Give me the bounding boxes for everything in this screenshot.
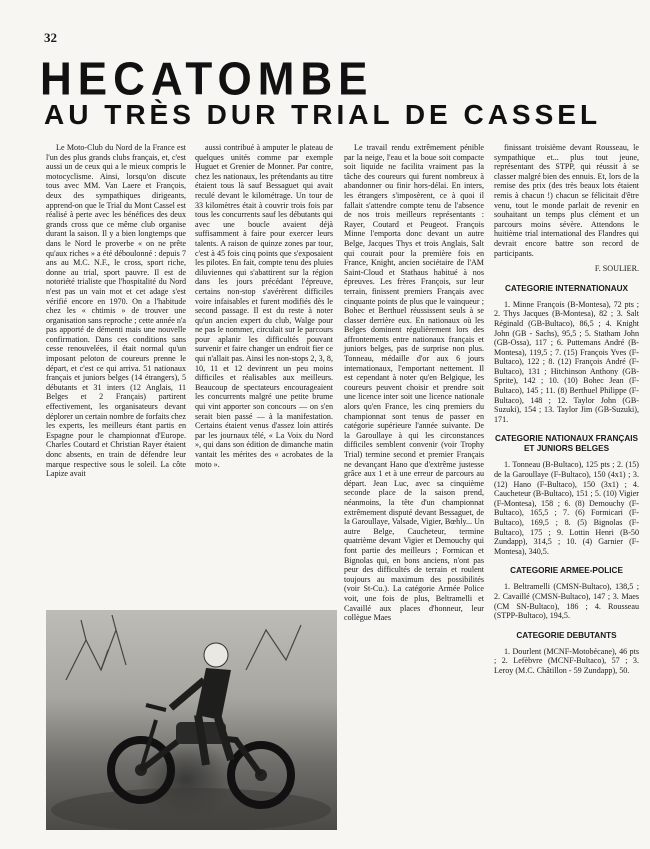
results-nationaux: 1. Tonneau (B-Bultaco), 125 pts ; 2. (15) de la Garoullaye (F-Bultaco), 150 (4x1) ; 3. (12) Hano (F-Bultaco), 150 (3x1) ; 4. Caucheteur (B-Bultaco), 151 ; 5. (10) Vigier (F-Montesa), 158 ; 6. (8) Demouchy (F-Bultaco), 165,5 ; 7. (6) Formicari (F-Bultaco), 169,5 ; 8. (5) Bignolas (F-Bultaco), 175 ; 9. Lottin Henri (B-50 Zundapp), 314,5 ; 10. (4) Garnier (F-Montesa), 340,5. xyxy=(494,460,639,556)
results-internationaux: 1. Minne François (B-Montesa), 72 pts ; 2. Thys Jacques (B-Montesa), 82 ; 3. Salt Réginald (GB-Bultaco), 86,5 ; 4. Knight John (GB - Sachs), 95,5 ; 5. Statham John (GB-Ossa), 117 ; 6. Puttemans André (B-Montesa), 119,5 ; 7. (15) François Yves (F-Bultaco), 122 ; 8. (12) François André (F-Bultaco), 131 ; Hitchinson Anthony (GB-Sprite), 142 ; 10. (10) Bohec Jean (F-Bultaco), 145 ; 11. (8) Berthuel Philippe (F-Bultaco), 148 ; 12. Taylor John (GB-Suzuki), 154 ; 13. Taylor Jim (GB-Suzuki), 171. xyxy=(494,299,639,424)
article-column-2 xyxy=(195,143,333,469)
trial-rider-illustration xyxy=(46,610,337,830)
column-text: Le Moto-Club du Nord de la France est l'un des plus grands clubs français, et, c'est aussi un de ceux qui a le mieux compris le motocyclisme. Ainsi, lorsqu'on discute tous avec MM. Van Laere et François, deux des sympathiques dirigeants, apprend-on que le Trial du Mont Cassel est réalisé à perte avec les bénéfices des deux grands cross que ce même club organise durant la saison. Il y a bien longtemps que dans le Nord le proverbe « on ne prête qu'aux riches » a été déboulonné : depuis 7 ans au M.C. N.F., le cross, sport riche, donne au trial, sport pauvre. Il est de notoriété trialiste que l'hospitalité du Nord n'est pas un vain mot et cet adage s'est vérifié encore en 1970. On a l'habitude chez les « chtimis » de trouver une organisation sans reproche ; cette année n'a pas apporté de démenti mais une nouvelle confirmation. Dans ces conditions sans cesse renouvelées, il était normal qu'un imposant peloton de coureurs prenne le départ, et c'est ce qui arriva. 51 nationaux français et juniors belges (14 étrangers), 5 débutants et 31 inters (12 Anglais, 11 Belges et 2 Français) partirent effectivement, les organisateurs devant déplorer un certain nombre de forfaits chez les experts, les meilleurs étant partis en Espagne pour le championnat d'Europe. Charles Coutard et Christian Rayer étaient donc absents, en train de défendre leur marque respective sous le soleil. La côte Lapize avait xyxy=(46,143,186,479)
trial-rider-photo xyxy=(46,610,337,830)
column-text: Le travail rendu extrêmement pénible par la neige, l'eau et la boue soit compacte soit liquide ne facilita vraiment pas la tâche des coureurs qui furent nombreux à abandonner ou finir hors-délai. En inters, les étrangers s'imposèrent, ce à quoi il fallait s'attendre compte tenu de l'absence de nos trois meilleurs représentants : Rayer, Coutard et Peugeot. François Minne l'emporta donc devant un autre Belge, Jacques Thys et trois Anglais, Salt qui courait pour la première fois en France, Knight, ancien sociétaire de l'AM Saint-Cloud et Stathaus habitué à nos épreuves. Les frères François, sur leur terrain, finissent premiers Français avec cinquante points de plus que le vainqueur ; Bohec et Berthuel réussissent seuls à se classer derrière eux. En nationaux où les Belges dominent régulièrement lors des affrontements entre nationaux français et juniors belges, pas de surprise non plus. Tonneau, médaille d'or aux 6 jours internationaux, l'emportant nettement. Il est cependant à noter qu'en Belgique, les coureurs peuvent choisir et prendre soit une licence inter soit une licence nationale alors qu'en France, les cinq premiers du championnat sont tenus de passer en catégorie supérieure l'année suivante. De la Garoullaye à qui les circonstances difficiles semblent convenir (voir Trophy Trial) termine second et premier Français ne devançant Hano que d'extrême justesse grâce aux 1 et à une erreur de parcours au départ. Jean Luc, avec sa cinquième seconde place de la saison prend, néanmoins, la tête d'un championnat extrêmement disputé devant Bessaguet, de la Garoullaye, Valsade, Vigier, Bœhly... Un autre Belge, Caucheteur, termine quatrième devant Vigier et Demouchy qui font partie des meilleurs ; Formican et Bignolas qui, en bons anciens, n'ont pas peur des difficultés de terrain et roulent toujours au maximum des possibilités (voir St-Cu.). La catégorie Armée Police voit, une fois de plus, Beltramelli et Cavaillé aux places d'honneur, leur collègue Maes xyxy=(344,143,484,623)
page-number: 32 xyxy=(44,30,57,45)
results-heading-debutants: CATEGORIE DEBUTANTS xyxy=(516,630,617,640)
article-column-1 xyxy=(46,143,186,479)
results-heading-internationaux: CATEGORIE INTERNATIONAUX xyxy=(505,283,628,293)
column-text: aussi contribué à amputer le plateau de quelques unités comme par exemple Huguet et Grenier de Monner. Par contre, chez les nationaux, les prétendants au titre étaient tous là sauf Bessaguet qui avait reculé devant le kilométrage. Un tour de 33 kilomètres était à couvrir trois fois par tous les concurrents sauf les débutants qui avec une boucle avaient déjà suffisamment à faire pour exercer leurs talents. A raison de quinze zones par tour, c'est à 45 fois cinq points que s'exposaient les pilotes. En fait, compte tenu des pluies diluviennes qui s'abattirent sur la région dans les jours précédant l'épreuve, certains non-stop s'avérèrent difficiles voire infaisables et furent modifiés dès le second passage. Il est du reste à noter qu'un ancien expert du club, Walge pour ne pas le nommer, circulait sur le parcours pour aplanir les difficultés pouvant survenir et faire changer un endroit fier ce qui n'allait pas. Ainsi les non-stops 2, 3, 8, 10, 11 et 12 devinrent un peu moins difficiles et réalisables aux meilleurs. Beaucoup de spectateurs encourageaient les concurrents malgré une petite brume qui vint apporter son concours — on s'en serait bien passé — à la manifestation. Certains étaient venus d'assez loin attirés par les journaux télé, « La Voix du Nord », qui dans son édition de dimanche matin vantait les mérites des « acrobates de la moto ». xyxy=(195,143,333,469)
results-armee-police: 1. Beltramelli (CMSN-Bultaco), 138,5 ; 2. Cavaillé (CMSN-Bultaco), 147 ; 3. Maes (CM SN-Bultaco), 186 ; 4. Rousseau (STPP-Bultaco), 194,5. xyxy=(494,582,639,621)
headline: HECATOMBE xyxy=(40,53,374,106)
results-debutants: 1. Dourlent (MCNF-Motobécane), 46 pts ; 2. Lefèbvre (MCNF-Bultaco), 57 ; 3. Leroy (M.C. Châtillon - 59 Zundapp), 50. xyxy=(494,646,639,675)
article-column-4 xyxy=(494,143,639,676)
results-heading-armee-police: CATEGORIE ARMEE-POLICE xyxy=(510,566,623,576)
subheadline: AU TRÈS DUR TRIAL DE CASSEL xyxy=(44,99,602,130)
author-signature: F. SOULIER. xyxy=(594,264,639,274)
results-heading-nationaux: CATEGORIE NATIONAUX FRANÇAIS ET JUNIORS BELGES xyxy=(495,434,638,454)
column-text: finissant troisième devant Rousseau, le sympathique et... plus tout jeune, représentant des STPP, qui réussit à se classer malgré bien des ennuis. Et, lors de la remise des prix (des très beaux lots étaient remis à chacun !) chacun se félicitait d'être venu, tout le monde parlait de revenir en souhaitant un temps plus clément et un parcours moins sévère. Attendons le huitième trial international des Flandres qui devrait encore battre son record de participants. xyxy=(494,143,639,258)
article-column-3 xyxy=(344,143,484,623)
